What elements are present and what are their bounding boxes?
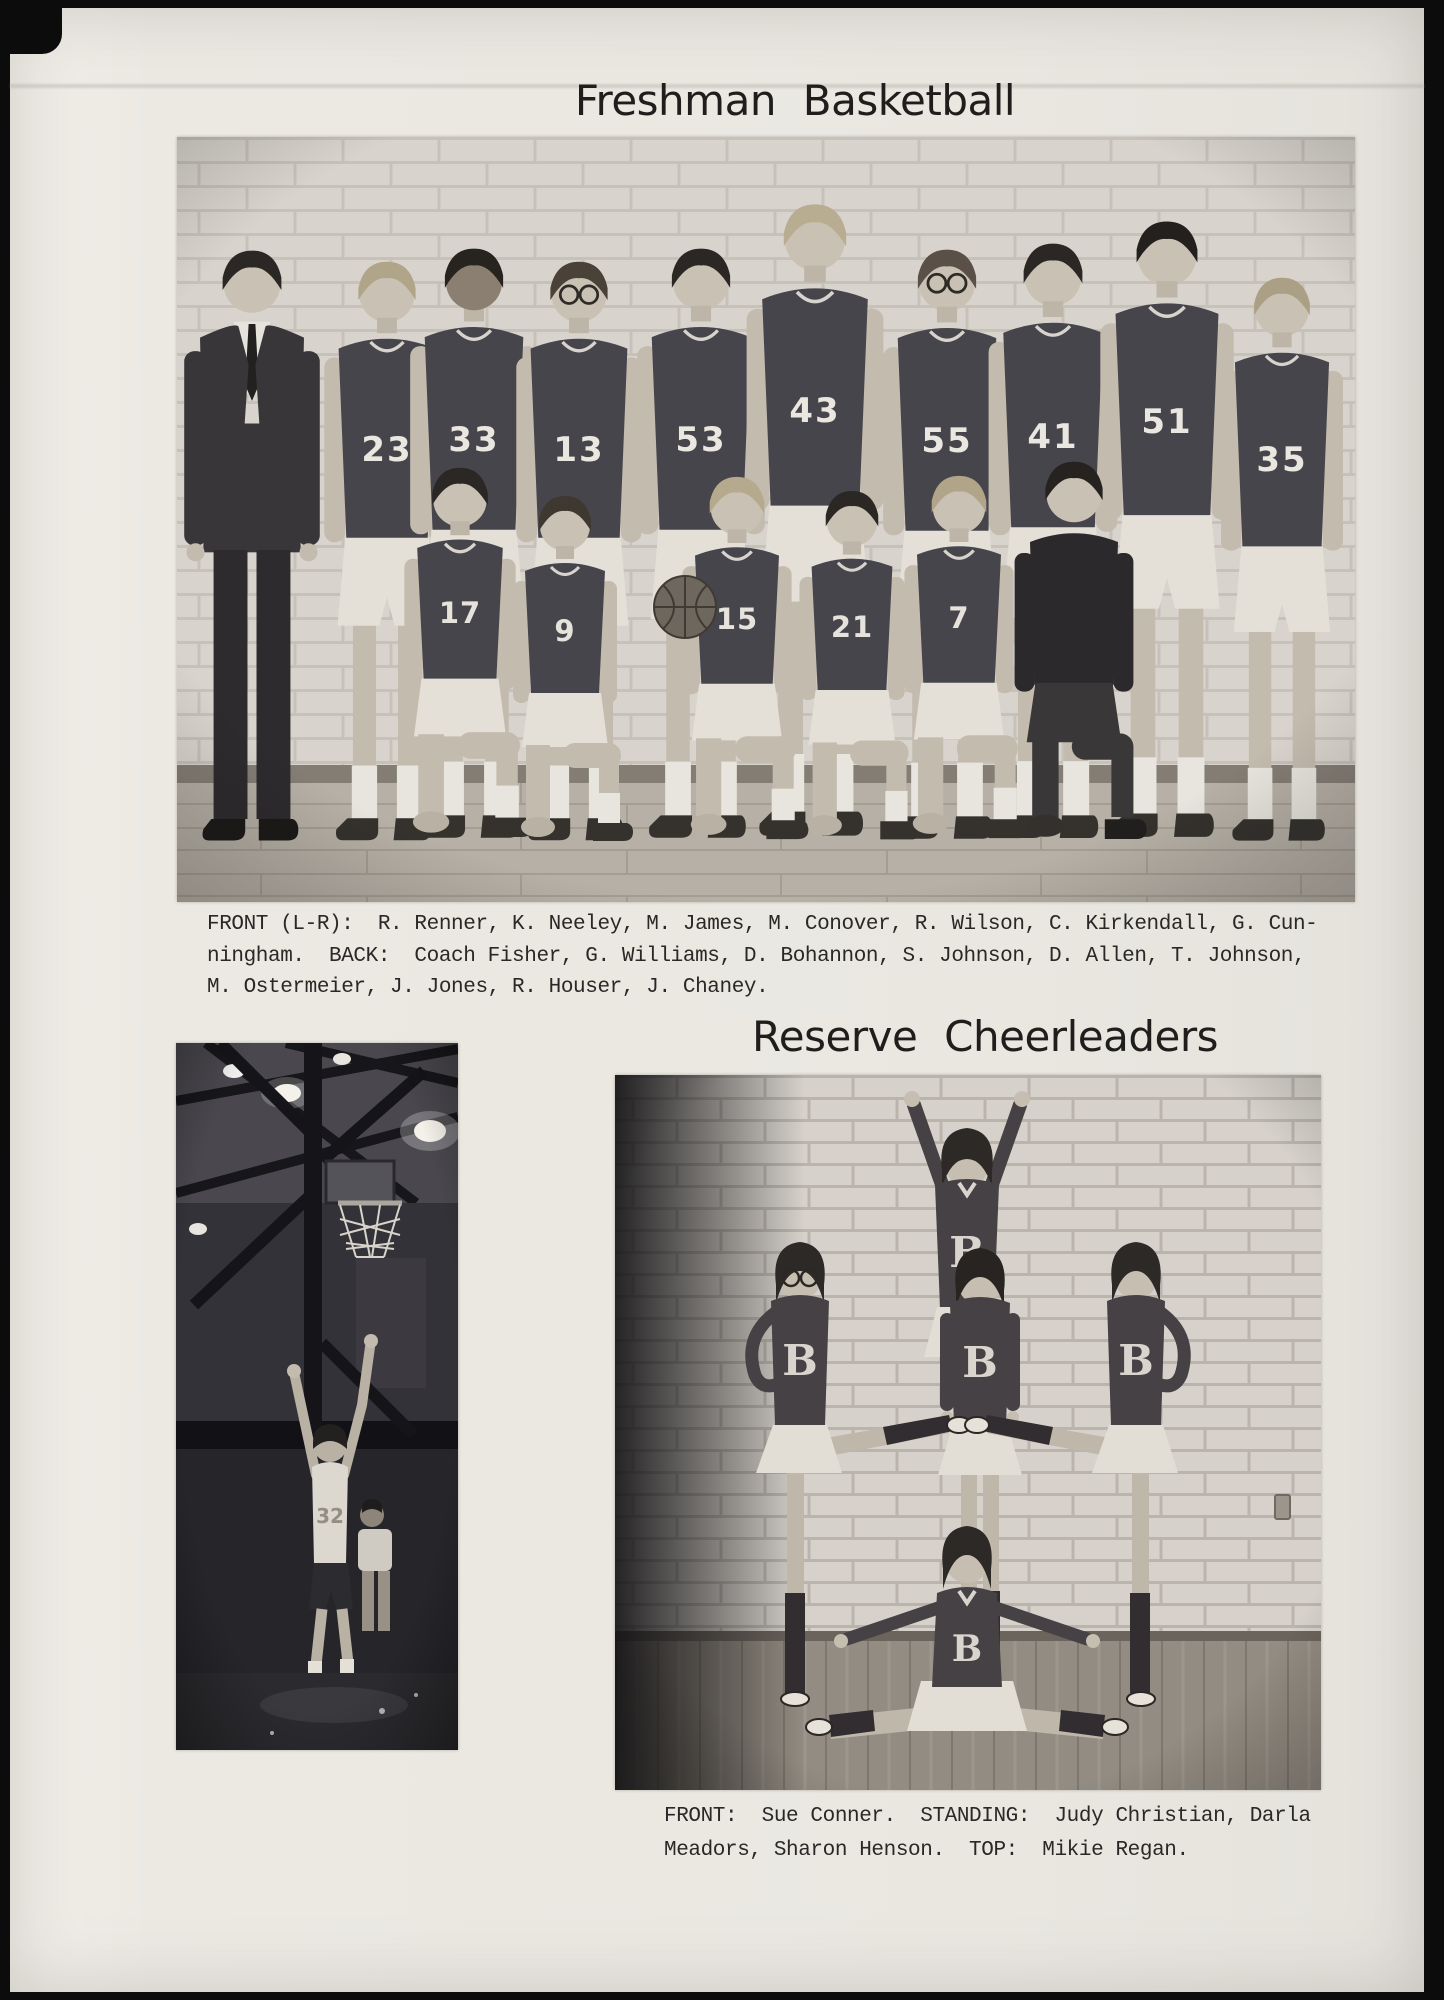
team-photo-scene xyxy=(177,137,1355,902)
caption-line: ningham. BACK: Coach Fisher, G. Williams, D. Bohannon, S. Johnson, D. Allen, T. Johnson, xyxy=(207,944,1306,968)
scan-corner-artifact xyxy=(0,0,62,54)
photo-vignette xyxy=(177,137,1355,902)
freshman-basketball-team-photo xyxy=(177,137,1355,902)
team-photo-caption xyxy=(207,909,1357,1004)
basketball-action-photo xyxy=(176,1043,458,1750)
reserve-cheerleaders-title: Reserve Cheerleaders xyxy=(752,1012,1218,1061)
caption-line: FRONT (L-R): R. Renner, K. Neeley, M. James, M. Conover, R. Wilson, C. Kirkendall, G. Cun- xyxy=(207,913,1318,936)
freshman-basketball-title: Freshman Basketball xyxy=(574,76,1016,125)
photo-vignette xyxy=(176,1043,458,1750)
caption-line: M. Ostermeier, J. Jones, R. Houser, J. Chaney. xyxy=(207,976,769,999)
photo-vignette xyxy=(615,1075,1321,1790)
reserve-cheerleaders-photo xyxy=(615,1075,1321,1790)
caption-line: Meadors, Sharon Henson. TOP: Mikie Regan. xyxy=(664,1839,1189,1862)
caption-line: FRONT: Sue Conner. STANDING: Judy Christian, Darla xyxy=(664,1805,1311,1828)
action-photo-scene xyxy=(176,1043,458,1750)
cheerleaders-photo-scene xyxy=(615,1075,1321,1790)
cheerleaders-photo-caption xyxy=(664,1800,1364,1868)
